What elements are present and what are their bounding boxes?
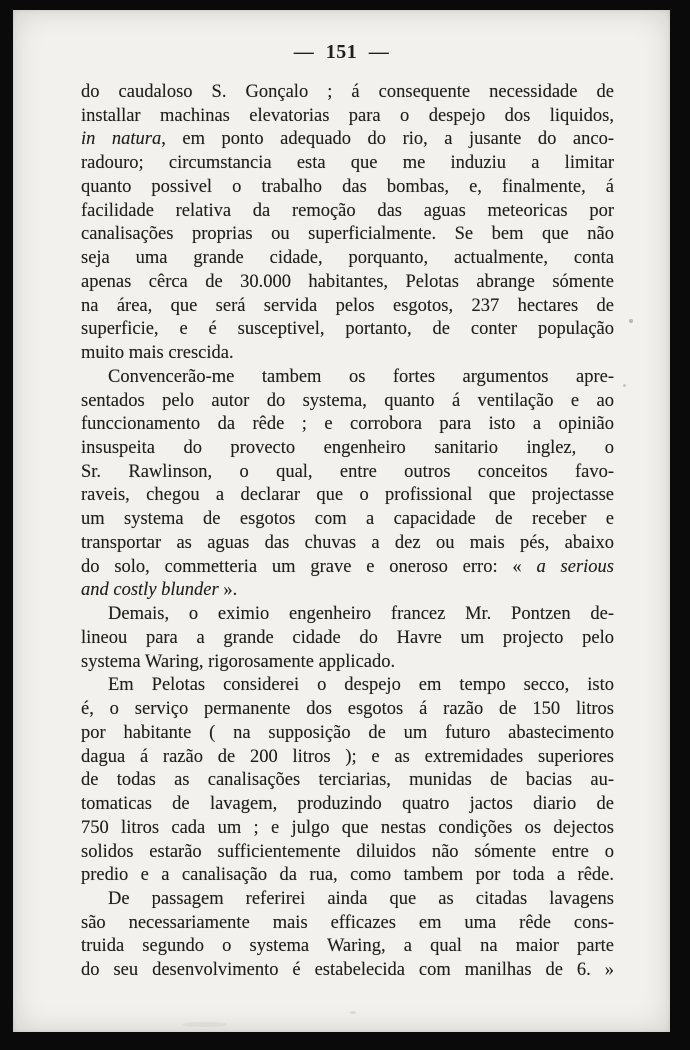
text-line xyxy=(81,532,614,556)
text-segment: sentados pelo autor do systema, quanto á ventilação e ao xyxy=(81,390,614,411)
text-segment: um systema de esgotos com a capacidade de receber e xyxy=(81,509,614,530)
text-segment: tomaticas de lavagem, produzindo quatro jactos diario de xyxy=(81,794,614,815)
text-segment: canalisações proprias ou superficialmente. Se bem que não xyxy=(81,224,614,245)
text-line xyxy=(81,200,614,224)
text-segment: do caudaloso S. Gonçalo ; á consequente necessidade de xyxy=(81,82,614,102)
text-line xyxy=(81,627,614,651)
text-segment: do solo, commetteria um grave e oneroso erro: « xyxy=(81,556,537,577)
text-line xyxy=(81,390,614,414)
text-segment: predio e a canalisação da rua, como tambem por toda a rêde. xyxy=(81,865,614,886)
text-line xyxy=(81,841,614,865)
text-line xyxy=(81,366,614,390)
scan-speck xyxy=(183,1022,227,1027)
text-segment: na área, que será servida pelos esgotos, 237 hectares de xyxy=(81,295,614,316)
text-segment: transportar as aguas das chuvas a dez ou mais pés, abaixo xyxy=(81,532,614,553)
text-segment: Em Pelotas considerei o despejo em tempo secco, isto xyxy=(108,675,614,696)
text-line xyxy=(81,864,614,888)
text-line xyxy=(81,295,614,319)
text-line xyxy=(81,81,614,105)
text-segment: installar machinas elevatorias para o despejo dos liquidos, xyxy=(81,105,614,126)
text-segment: muito mais crescida. xyxy=(81,343,234,364)
text-line xyxy=(81,912,614,936)
page-number: — 151 — xyxy=(293,41,390,63)
text-segment: solidos estarão sufficientemente diluidos não sómente entre o xyxy=(81,841,614,862)
text-line xyxy=(81,271,614,295)
text-segment: de todas as canalisações terciarias, munidas de bacias au- xyxy=(81,770,614,791)
text-line xyxy=(81,223,614,247)
text-segment: raveis, chegou a declarar que o profissional que projectasse xyxy=(81,485,614,506)
text-segment: por habitante ( na supposição de um futuro abastecimento xyxy=(81,722,614,743)
text-segment: Demais, o eximio engenheiro francez Mr. Pontzen de- xyxy=(108,604,614,625)
page xyxy=(13,10,670,1032)
text-segment: do seu desenvolvimento é estabelecida com manilhas de 6. » xyxy=(81,960,614,981)
text-line xyxy=(81,674,614,698)
text-segment: apenas cêrca de 30.000 habitantes, Pelotas abrange sómente xyxy=(81,271,614,292)
text-segment: dagua á razão de 200 litros ); e as extremidades superiores xyxy=(81,746,614,767)
text-line xyxy=(81,342,614,366)
text-line xyxy=(81,413,614,437)
text-segment: truida segundo o systema Waring, a qual na maior parte xyxy=(81,936,614,957)
text-segment: Sr. Rawlinson, o qual, entre outros conceitos favo- xyxy=(81,461,614,482)
text-line xyxy=(81,247,614,271)
italic-text-segment: a serious xyxy=(536,556,614,577)
text-block xyxy=(81,81,614,983)
text-line xyxy=(81,128,614,152)
scan-speck xyxy=(629,319,633,323)
text-line xyxy=(81,651,614,675)
text-line xyxy=(81,152,614,176)
text-line xyxy=(81,176,614,200)
text-segment: lineou para a grande cidade do Havre um projecto pelo xyxy=(81,627,614,648)
text-line xyxy=(81,603,614,627)
text-segment: insuspeita do provecto engenheiro sanitario inglez, o xyxy=(81,438,614,459)
text-line xyxy=(81,959,614,983)
text-line xyxy=(81,722,614,746)
text-line xyxy=(81,318,614,342)
text-line xyxy=(81,556,614,580)
scan-speck xyxy=(623,384,626,387)
text-line xyxy=(81,746,614,770)
text-segment: radouro; circumstancia esta que me induziu a limitar xyxy=(81,153,614,174)
text-segment: systema Waring, rigorosamente applicado. xyxy=(81,651,396,672)
text-line xyxy=(81,769,614,793)
italic-text-segment: and costly blunder xyxy=(81,580,219,601)
text-line xyxy=(81,461,614,485)
text-segment: Convencerão-me tambem os fortes argumentos apre- xyxy=(108,366,614,387)
scan-speck xyxy=(350,1011,356,1014)
text-segment: ». xyxy=(218,580,238,601)
text-line xyxy=(81,793,614,817)
text-line xyxy=(81,888,614,912)
text-segment: , em ponto adequado do rio, a jusante do anco- xyxy=(161,129,614,150)
text-line xyxy=(81,508,614,532)
text-segment: funccionamento da rêde ; e corrobora para isto a opinião xyxy=(81,414,614,435)
text-line xyxy=(81,817,614,841)
text-segment: De passagem referirei ainda que as citadas lavagens xyxy=(108,888,614,909)
text-segment: quanto possivel o trabalho das bombas, e, finalmente, á xyxy=(81,176,614,197)
text-line xyxy=(81,437,614,461)
text-segment: é, o serviço permanente dos esgotos á razão de 150 litros xyxy=(81,699,614,720)
text-line xyxy=(81,484,614,508)
italic-text-segment: in natura xyxy=(81,129,162,150)
text-segment: são necessariamente mais efficazes em uma rêde cons- xyxy=(81,912,614,933)
text-line xyxy=(81,105,614,129)
text-segment: 750 litros cada um ; e julgo que nestas condições os dejectos xyxy=(81,817,614,838)
text-segment: facilidade relativa da remoção das aguas meteoricas por xyxy=(81,200,614,221)
text-line xyxy=(81,579,614,603)
text-line xyxy=(81,698,614,722)
text-segment: superficie, e é susceptivel, portanto, de conter população xyxy=(81,319,614,340)
text-line xyxy=(81,935,614,959)
text-segment: seja uma grande cidade, porquanto, actualmente, conta xyxy=(81,248,614,269)
